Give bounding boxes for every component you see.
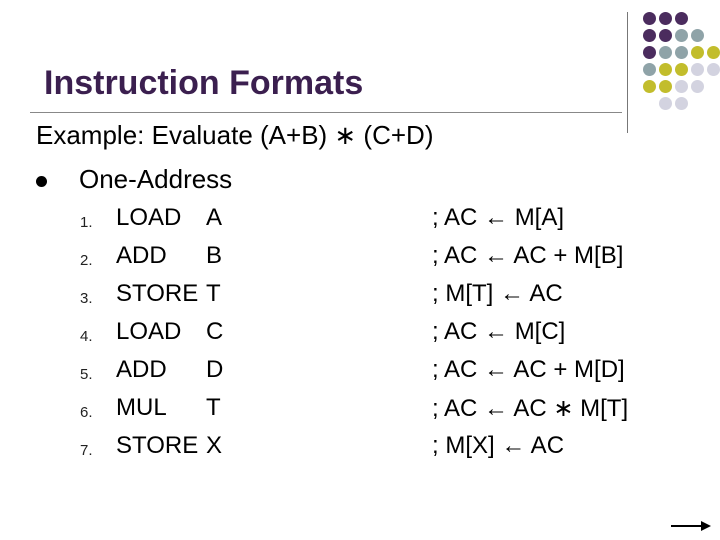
step-number: 5. bbox=[80, 366, 93, 383]
step-comment: ; M[T] ← AC bbox=[432, 280, 563, 307]
step-number: 2. bbox=[80, 252, 93, 269]
dot bbox=[659, 12, 672, 25]
dot bbox=[675, 29, 688, 42]
dot bbox=[659, 80, 672, 93]
dot bbox=[659, 29, 672, 42]
dot bbox=[675, 80, 688, 93]
step-operand: C bbox=[206, 318, 224, 345]
dot bbox=[643, 63, 656, 76]
dot bbox=[643, 46, 656, 59]
step-opcode: LOAD bbox=[116, 204, 182, 231]
step-opcode: MUL bbox=[116, 394, 167, 421]
bullet-text: One-Address bbox=[79, 164, 233, 194]
step-operand: X bbox=[206, 432, 223, 459]
decorative-dot-grid bbox=[638, 10, 720, 122]
step-comment: ; AC ← M[A] bbox=[432, 204, 565, 231]
step-number: 3. bbox=[80, 290, 93, 307]
step-number: 7. bbox=[80, 442, 93, 459]
step-operand: T bbox=[206, 280, 221, 307]
step-number: 4. bbox=[80, 328, 93, 345]
dot bbox=[643, 29, 656, 42]
step-number: 6. bbox=[80, 404, 93, 421]
dot bbox=[659, 46, 672, 59]
dot bbox=[691, 80, 704, 93]
dot bbox=[691, 63, 704, 76]
slide-title: Instruction Formats bbox=[44, 64, 364, 102]
example-heading: Example: Evaluate (A+B) ∗ (C+D) bbox=[36, 120, 434, 150]
step-opcode: ADD bbox=[116, 356, 167, 383]
title-divider bbox=[30, 112, 622, 113]
step-opcode: STORE bbox=[116, 280, 199, 307]
dot bbox=[659, 97, 672, 110]
step-comment: ; AC ← AC + M[D] bbox=[432, 356, 625, 383]
bullet-dot bbox=[36, 176, 47, 187]
step-comment: ; AC ← AC + M[B] bbox=[432, 242, 624, 269]
dot bbox=[659, 63, 672, 76]
step-comment: ; M[X] ← AC bbox=[432, 432, 565, 459]
dot bbox=[707, 46, 720, 59]
dot bbox=[675, 12, 688, 25]
step-opcode: STORE bbox=[116, 432, 199, 459]
step-operand: A bbox=[206, 204, 223, 231]
step-operand: B bbox=[206, 242, 223, 269]
step-comment: ; AC ← M[C] bbox=[432, 318, 566, 345]
step-opcode: ADD bbox=[116, 242, 167, 269]
dot bbox=[675, 97, 688, 110]
dot bbox=[691, 29, 704, 42]
dot bbox=[675, 46, 688, 59]
dot bbox=[643, 12, 656, 25]
vertical-divider bbox=[627, 12, 628, 133]
dot bbox=[707, 63, 720, 76]
step-operand: D bbox=[206, 356, 224, 383]
dot bbox=[691, 46, 704, 59]
dot bbox=[643, 80, 656, 93]
dot bbox=[675, 63, 688, 76]
step-opcode: LOAD bbox=[116, 318, 182, 345]
step-operand: T bbox=[206, 394, 221, 421]
arrow-right-icon[interactable] bbox=[671, 520, 711, 532]
step-number: 1. bbox=[80, 214, 93, 231]
step-comment: ; AC ← AC ∗ M[T] bbox=[432, 395, 629, 422]
